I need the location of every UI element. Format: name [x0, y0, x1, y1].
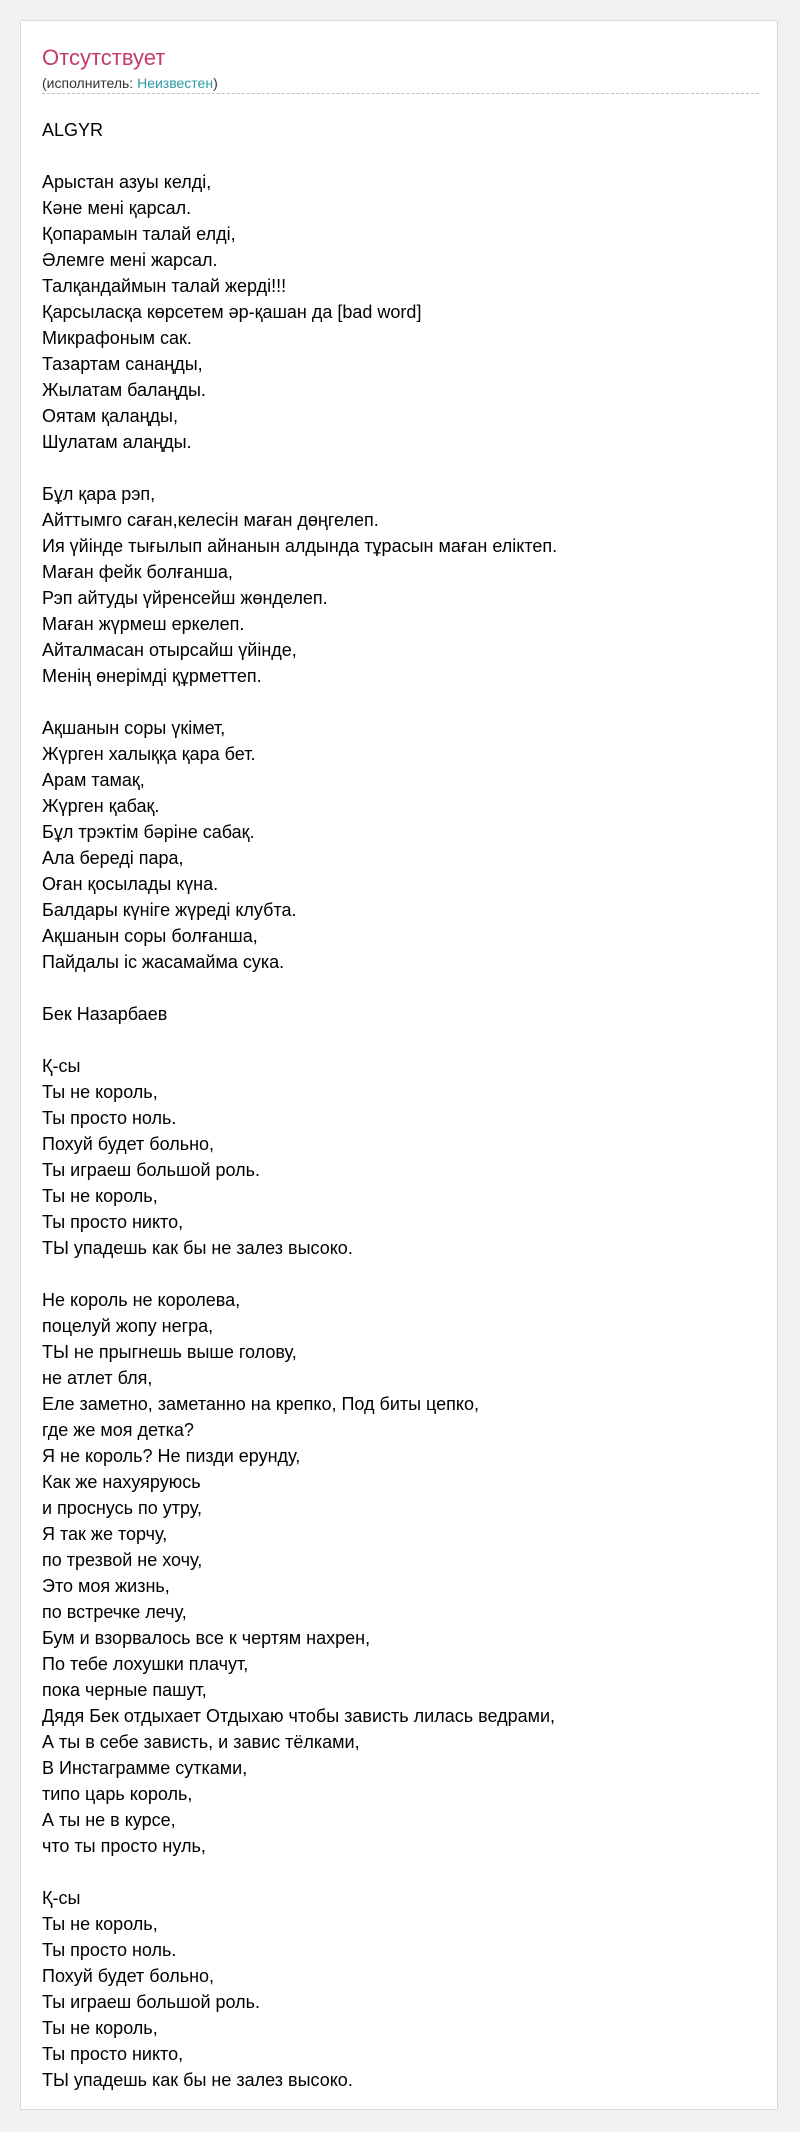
lyric-line: пока черные пашут, [42, 1680, 207, 1700]
lyric-line: Маған жүрмеш еркелеп. [42, 614, 245, 634]
lyric-line: Бұл трэктім бәріне сабақ. [42, 822, 255, 842]
lyric-line: Оятам қалаңды, [42, 406, 178, 426]
lyric-line: Микрафоным сак. [42, 328, 192, 348]
lyric-line: Талқандаймын талай жерді!!! [42, 276, 287, 296]
lyric-line: Маған фейк болғанша, [42, 562, 233, 582]
lyric-line: ALGYR [42, 120, 104, 140]
lyric-line: Ия үйінде тығылып айнанын алдында тұрасын маған еліктеп. [42, 536, 558, 556]
lyric-blank-line [42, 975, 759, 1001]
lyric-line: не атлет бля, [42, 1368, 153, 1388]
lyric-line: В Инстаграмме сутками, [42, 1758, 248, 1778]
lyric-line: Айталмасан отырсайш үйінде, [42, 640, 297, 660]
lyric-line: Тазартам санаңды, [42, 354, 203, 374]
lyric-line: Жүрген қабақ. [42, 796, 160, 816]
lyric-line: Балдары күнігe жүреді клубта. [42, 900, 297, 920]
lyric-line: А ты не в курсе, [42, 1810, 176, 1830]
lyric-line: Похуй будет больно, [42, 1966, 215, 1986]
lyric-line: По тебе лохушки плачут, [42, 1654, 249, 1674]
lyric-line: типо царь король, [42, 1784, 193, 1804]
lyric-line: Ақшанын соры болғанша, [42, 926, 258, 946]
lyric-line: что ты просто нуль, [42, 1836, 206, 1856]
lyric-blank-line [42, 1261, 759, 1287]
lyric-line: Ты просто ноль. [42, 1940, 177, 1960]
lyric-line: Әлемге мені жарсал. [42, 250, 218, 270]
lyric-line: Жылатам балаңды. [42, 380, 206, 400]
lyrics-card [20, 20, 778, 2110]
lyric-line: Бек Назарбаев [42, 1004, 168, 1024]
lyric-line: Я так же торчу, [42, 1524, 168, 1544]
lyric-blank-line [42, 1859, 759, 1885]
lyric-line: Ты просто никто, [42, 2044, 184, 2064]
lyric-line: Не король не королева, [42, 1290, 241, 1310]
lyric-line: Қ-сы [42, 1888, 81, 1908]
lyric-line: Пайдалы іс жасамайма сука. [42, 952, 285, 972]
lyric-line: Дядя Бек отдыхает Отдыхаю чтобы зависть лилась ведрами, [42, 1706, 556, 1726]
artist-prefix: (исполнитель: [42, 75, 138, 91]
lyric-line: Оған қосылады күна. [42, 874, 219, 894]
lyric-line: Ты не король, [42, 1186, 158, 1206]
lyric-line: ТЫ упадешь как бы не залез высоко. [42, 2070, 353, 2090]
lyric-line: А ты в себе зависть, и завис тёлками, [42, 1732, 360, 1752]
lyric-blank-line [42, 689, 759, 715]
lyric-line: Ала береді пара, [42, 848, 184, 868]
lyric-line: Менің өнерімді құрметтеп. [42, 666, 262, 686]
lyric-line: Ты играеш большой роль. [42, 1992, 261, 2012]
lyric-line: Я не король? Не пизди ерунду, [42, 1446, 301, 1466]
lyric-line: Шулатам алаңды. [42, 432, 192, 452]
lyric-blank-line [42, 1027, 759, 1053]
artist-suffix: ) [213, 75, 218, 91]
lyric-line: Ты не король, [42, 2018, 158, 2038]
lyric-line: поцелуй жопу негра, [42, 1316, 214, 1336]
lyric-line: Ты не король, [42, 1914, 158, 1934]
song-title: Отсутствует [42, 45, 166, 70]
lyric-line: Арам тамақ, [42, 770, 145, 790]
lyric-line: Еле заметно, заметанно на крепко, Под биты цепко, [42, 1394, 480, 1414]
header-divider [42, 93, 759, 94]
lyric-line: Арыстан азуы келді, [42, 172, 212, 192]
lyrics-text [42, 117, 759, 2093]
lyric-line: ТЫ не прыгнешь выше голову, [42, 1342, 297, 1362]
song-header [42, 45, 759, 92]
lyric-line: по встречке лечу, [42, 1602, 187, 1622]
lyric-line: Ты не король, [42, 1082, 158, 1102]
lyric-line: Как же нахуяруюсь [42, 1472, 201, 1492]
lyric-line: и проснусь по утру, [42, 1498, 202, 1518]
lyric-line: Бұл қара рэп, [42, 484, 156, 504]
lyric-line: Қопарамын талай елді, [42, 224, 236, 244]
lyric-blank-line [42, 455, 759, 481]
lyric-line: Похуй будет больно, [42, 1134, 215, 1154]
lyric-line: Бум и взорвалось все к чертям нахрен, [42, 1628, 371, 1648]
lyric-line: по трезвой не хочу, [42, 1550, 203, 1570]
lyric-line: ТЫ упадешь как бы не залез высоко. [42, 1238, 353, 1258]
lyric-line: Ты играеш большой роль. [42, 1160, 261, 1180]
lyric-line: Айттымго саған,келесін маған дөңгелеп. [42, 510, 379, 530]
lyric-line: где же моя детка? [42, 1420, 194, 1440]
lyric-line: Ақшанын соры үкімет, [42, 718, 226, 738]
artist-link[interactable]: Неизвестен [137, 75, 214, 91]
lyric-line: Кәне мені қарсал. [42, 198, 192, 218]
lyric-line: Жүрген халыққа қара бет. [42, 744, 256, 764]
lyric-line: Ты просто никто, [42, 1212, 184, 1232]
lyric-line: Қ-сы [42, 1056, 81, 1076]
lyric-line: Рэп айтуды үйренсейш жөнделеп. [42, 588, 328, 608]
lyric-line: Это моя жизнь, [42, 1576, 170, 1596]
lyric-line: Қарсыласқа көрсетем әр-қашан да [bad word] [42, 302, 422, 322]
lyric-blank-line [42, 143, 759, 169]
lyric-line: Ты просто ноль. [42, 1108, 177, 1128]
artist-line [42, 74, 759, 92]
